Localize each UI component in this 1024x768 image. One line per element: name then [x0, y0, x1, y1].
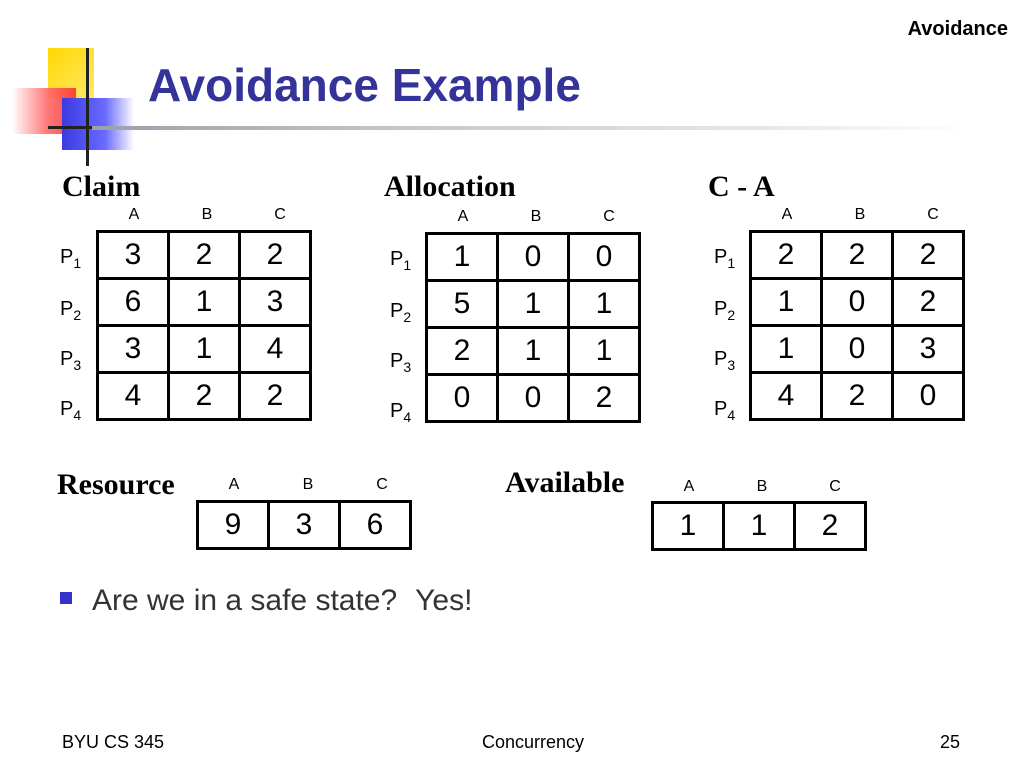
table-cell: 2	[822, 232, 893, 279]
table-cell: 0	[822, 279, 893, 326]
table-cell: 4	[751, 373, 822, 420]
table-cell: 1	[498, 281, 569, 328]
table-row	[98, 326, 311, 373]
table-row	[98, 279, 311, 326]
table-cell: 1	[751, 279, 822, 326]
table-cell: 1	[569, 281, 640, 328]
table-cell: 9	[198, 502, 269, 549]
allocation-col-c: C	[603, 208, 615, 225]
table-cell: 2	[893, 279, 964, 326]
bullet-square-icon	[60, 592, 72, 604]
available-col-c: C	[829, 478, 841, 495]
table-cell: 1	[427, 234, 498, 281]
available-col-b: B	[756, 478, 768, 495]
table-cell: 3	[240, 279, 311, 326]
table-cell: 1	[653, 503, 724, 550]
table-row	[653, 503, 866, 550]
table-cell: 6	[98, 279, 169, 326]
allocation-row-label-3: $P_3$	[390, 350, 412, 375]
footer-page-number: 25	[940, 732, 961, 752]
table-cell: 0	[498, 375, 569, 422]
table-cell: 1	[724, 503, 795, 550]
table-row	[98, 232, 311, 279]
table-cell: 1	[169, 279, 240, 326]
table-cell: 1	[569, 328, 640, 375]
table-cell: 0	[822, 326, 893, 373]
table-cell: 3	[269, 502, 340, 549]
resource-table	[196, 500, 412, 550]
title-underline	[92, 126, 972, 130]
table-row	[751, 326, 964, 373]
safe-state-question: Are we in a safe state?	[92, 584, 398, 617]
ca-row-label-4: $P_4$	[714, 398, 736, 423]
decor-blue-square	[62, 98, 134, 150]
allocation-row-label-1: $P_1$	[390, 248, 412, 273]
table-cell: 6	[340, 502, 411, 549]
section-header: Avoidance	[907, 18, 1008, 40]
resource-col-c: C	[376, 476, 388, 493]
table-cell: 1	[751, 326, 822, 373]
table-cell: 1	[169, 326, 240, 373]
table-row	[427, 281, 640, 328]
table-cell: 4	[98, 373, 169, 420]
table-cell: 2	[240, 232, 311, 279]
table-row	[427, 234, 640, 281]
resource-label: Resource	[57, 468, 175, 501]
table-row	[198, 502, 411, 549]
ca-row-label-1: $P_1$	[714, 246, 736, 271]
available-label: Available	[505, 466, 625, 499]
table-row	[751, 373, 964, 420]
table-row	[751, 279, 964, 326]
allocation-col-a: A	[457, 208, 469, 225]
claim-row-label-3: $P_3$	[60, 348, 82, 373]
decor-vertical-line	[86, 48, 89, 166]
allocation-col-b: B	[530, 208, 542, 225]
safe-state-answer: Yes!	[415, 584, 473, 617]
table-row	[427, 328, 640, 375]
allocation-row-label-4: $P_4$	[390, 400, 412, 425]
allocation-table	[425, 232, 641, 423]
claim-col-a: A	[128, 206, 140, 223]
table-cell: 2	[169, 373, 240, 420]
claim-row-label-1: $P_1$	[60, 246, 82, 271]
ca-row-label-3: $P_3$	[714, 348, 736, 373]
table-row	[98, 373, 311, 420]
table-cell: 2	[795, 503, 866, 550]
table-cell: 4	[240, 326, 311, 373]
ca-col-c: C	[927, 206, 939, 223]
claim-table	[96, 230, 312, 421]
claim-row-label-2: $P_2$	[60, 298, 82, 323]
table-cell: 3	[893, 326, 964, 373]
ca-table	[749, 230, 965, 421]
claim-row-label-4: $P_4$	[60, 398, 82, 423]
table-cell: 2	[751, 232, 822, 279]
ca-row-label-2: $P_2$	[714, 298, 736, 323]
table-cell: 2	[427, 328, 498, 375]
table-cell: 2	[569, 375, 640, 422]
table-row	[751, 232, 964, 279]
ca-col-b: B	[854, 206, 866, 223]
table-cell: 2	[893, 232, 964, 279]
resource-col-b: B	[302, 476, 314, 493]
ca-label: C - A	[708, 170, 775, 203]
table-cell: 0	[498, 234, 569, 281]
claim-col-c: C	[274, 206, 286, 223]
claim-label: Claim	[62, 170, 141, 203]
table-cell: 5	[427, 281, 498, 328]
table-cell: 0	[427, 375, 498, 422]
table-cell: 0	[569, 234, 640, 281]
claim-col-b: B	[201, 206, 213, 223]
slide-title: Avoidance Example	[148, 59, 581, 111]
table-cell: 1	[498, 328, 569, 375]
available-col-a: A	[683, 478, 695, 495]
available-table	[651, 501, 867, 551]
allocation-label: Allocation	[384, 170, 516, 203]
footer-topic: Concurrency	[482, 732, 585, 752]
ca-col-a: A	[781, 206, 793, 223]
table-cell: 3	[98, 326, 169, 373]
table-cell: 2	[240, 373, 311, 420]
table-cell: 3	[98, 232, 169, 279]
table-cell: 0	[893, 373, 964, 420]
table-cell: 2	[822, 373, 893, 420]
bullet-text	[92, 584, 472, 618]
table-cell: 2	[169, 232, 240, 279]
allocation-row-label-2: $P_2$	[390, 300, 412, 325]
footer-course: BYU CS 345	[62, 732, 165, 752]
table-row	[427, 375, 640, 422]
resource-col-a: A	[228, 476, 240, 493]
